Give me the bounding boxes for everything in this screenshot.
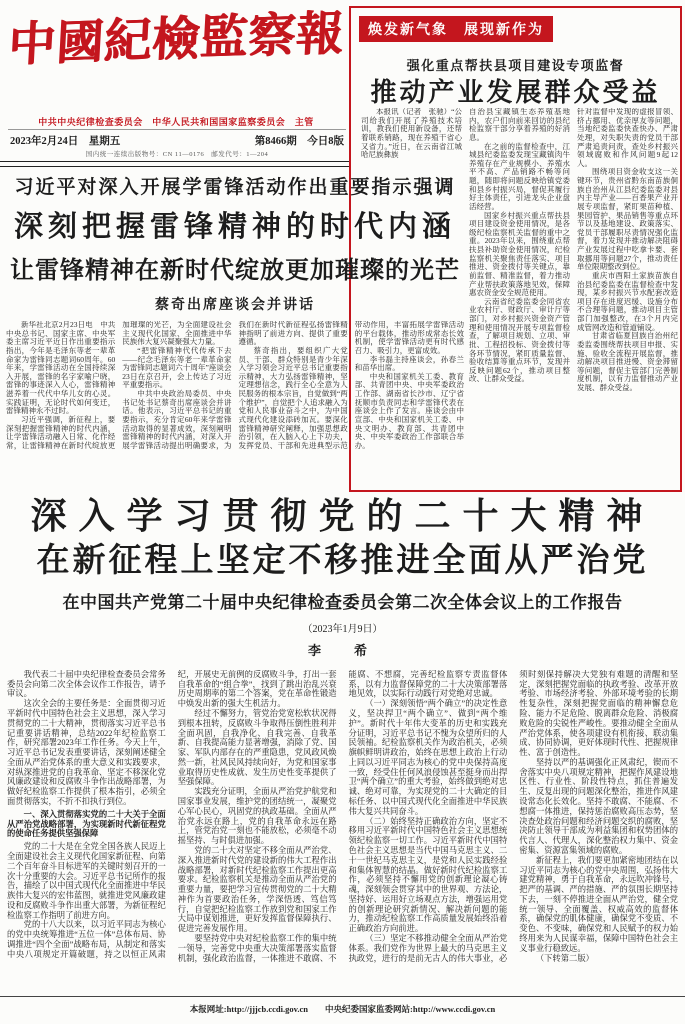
footer-urls: 本报网址:http://jjjcb.ccdi.gov.cn 中央纪委国家监委网站:http://www.ccdi.gov.cn	[189, 1004, 496, 1014]
date-row	[10, 133, 344, 148]
work-report-article	[0, 496, 685, 1000]
boxed-article-paragraph: 重庆市酉阳土家族苗族自治县纪委监委在监督检查中发现，某乡村振兴节水配套改造项目存在进度迟缓、设施分布不合理等问题，推动项目主管部门加强整改，在3个月内完成管网改造和管道铺设。	[577, 270, 678, 332]
header-rule	[8, 129, 346, 130]
report-subtitle: 在中国共产党第二十届中央纪律检查委员会第二次全体会议上的工作报告	[62, 592, 623, 612]
leifeng-headline-line1: 深刻把握雷锋精神的时代内涵	[13, 211, 456, 243]
report-paragraph: 经过不懈努力，管党治党宽松软状况得到根本扭转，反腐败斗争取得压倒性胜利并全面巩固，自我净化、自我完善、自我革新、自我提高能力显著增强，消除了党、国家、军队内部存在的严重隐患，党风政风焕然一新，社风民风持续向好，为党和国家事业取得历史性成就、发生历史性变革提供了坚强保障。	[177, 709, 337, 787]
leifeng-paragraph: 李书磊主持座谈会，孙春兰和苗华出席。	[354, 354, 464, 373]
report-date: （2023年1月9日）	[302, 623, 383, 635]
leifeng-paragraph: 中共中央政治局委员、中央书记处书记蔡奇出席座谈会并讲话。他表示，习近平总书记的重要指示，充分肯定60年来学雷锋活动取得的显著成效，深刻阐明雷锋精神的时代内涵，对深入开展学雷锋活动提出明确要求，为我们在新时代新征程弘扬雷锋精神指明了前进方向、提供了重要遵循。	[122, 321, 348, 450]
leifeng-paragraph: 蔡奇指出，要组织广大党员、干部、群众特别是青少年深入学习领会习近平总书记重要指示精神，大力弘扬雷锋精神，坚定理想信念，践行全心全意为人民服务的根本宗旨，自觉做到“两个维护”，自觉把个人追求融入为党和人民事业奋斗之中，为中国式现代化建设添砖加瓦。要深化雷锋精神研究阐释，加强思想政治引领，在入脑入心上下功夫，发挥党员、干部和先进典型示范带动作用，丰富拓展学雷锋活动的平台载体，推动形成常态长效机制，使学雷锋活动更有时代感召力、吸引力，更富成效。	[238, 321, 464, 450]
header-double-rule	[0, 161, 349, 167]
footer-rule	[0, 996, 685, 997]
report-paragraph: 党的二十大对坚定不移全面从严治党、深入推进新时代党的建设新的伟大工程作出战略部署，对新时代纪检监察工作提出更高要求。纪检监察机关是推动全面从严治党的重要力量，要把学习宣传贯彻党的二十大精神作为首要政治任务，学深悟透、笃信笃行，自觉把纪检监察工作放到党和国家工作大局中谋划推进，更好发挥监督保障执行、促进完善发展作用。	[177, 845, 337, 934]
boxed-article-paragraph: 甘肃省临夏回族自治州纪委监委围绕帮扶项目申报、实施、验收全流程开展监督，推动解决项目推进慢、资金滞留等问题，督促主管部门完善制度机制，以有力监督推动产业发展、群众受益。	[577, 331, 678, 392]
boxed-article-column-1	[361, 108, 462, 178]
boxed-article-paragraph: 在之前的监督检查中，江城县纪委监委发现宝藏镇肉牛养殖存在产业规模小、养殖水平不高、产品销路不畅等问题，随即将问题反映给镇党委和县乡村振兴局，督促其履行好主体责任，引进龙头企业盘活经营。	[469, 141, 570, 211]
boxed-article-banner: 焕发新气象 展现新作为	[359, 16, 553, 42]
boxed-article-paragraph: 国家乡村振兴重点帮扶县项目建设资金使用情况，是各级纪检监察机关监督的重中之重。2023年以来，围绕重点帮扶县补助资金使用情况，纪检监察机关聚焦责任落实、项目推进、资金拨付等关键点，靠前监督、精准监督，着力推动产业帮扶政策落地见效，保障惠农资金安全规范使用。	[469, 210, 570, 298]
boxed-article-column-2	[469, 108, 570, 480]
supervisor-line: 中共中央纪律检查委员会 中华人民共和国国家监察委员会 主管	[38, 117, 314, 127]
report-body	[7, 670, 678, 1000]
publication-date: 2023年2月24日 星期五	[10, 136, 121, 147]
report-paragraph: 我代表二十届中央纪律检查委员会常务委员会向第二次全体会议作工作报告，请予审议。	[7, 669, 166, 699]
boxed-article-paragraph: 针对监督中发现的虚报冒领、挤占挪用、优亲厚友等问题，当地纪委监委快查快办、严肃处理，对失职失责的党员干部严肃追责问责，查处乡村振兴领域腐败和作风问题9起12人。	[577, 108, 678, 168]
report-paragraph: 这次全会的主要任务是：全面贯彻习近平新时代中国特色社会主义思想，深入学习贯彻党的二十大精神，贯彻落实习近平总书记重要讲话精神，总结2022年纪检监察工作，研究部署2023年工作任务。今天上午，习近平总书记发表重要讲话，深刻阐述健全全面从严治党体系的重大意义和实践要求，对纵深推进党的自我革命、坚定不移深化党风廉政建设和反腐败斗争作出战略部署，为做好纪检监察工作提供了根本指引，必须全面贯彻落实，不折不扣执行到位。	[7, 699, 166, 807]
leifeng-kicker: 习近平对深入开展学雷锋活动作出重要指示强调	[14, 177, 456, 198]
report-paragraph: 坚持以严的基调强化正风肃纪，锲而不舍落实中央八项规定精神，把握作风建设地区性、行业性、阶段性特点，抓住普遍发生、反复出现的问题深化整治，推进作风建设常态化长效化。坚持不敢腐、不能腐、不想腐一体推进，保持惩治腐败高压态势，坚决查处政治问题和经济问题交织的腐败，坚决防止领导干部成为利益集团和权势团体的代言人、代理人，深化整治权力集中、资金密集、资源富集领域的腐败。	[519, 757, 678, 855]
report-paragraph: （三）坚定不移推动健全全面从严治党体系。我们党作为世界上最大的马克思主义执政党，进行的是前无古人的伟大事业，必须时刻保持解决大党独有难题的清醒和坚定，深刻把握党面临的执政考验、改革开放考验、市场经济考验、外部环境考验的长期性复杂性，深刻把握党面临的精神懈怠危险、能力不足危险、脱离群众危险、消极腐败危险的尖锐性严峻性。要推动健全全面从严治党体系，使各项建设有机衔接、联动集成、协同协调，更好体现时代性、把握规律性、富于创造性。	[348, 669, 678, 963]
boxed-article-paragraph: 围绕项目资金收支这一关键环节，贵州省黔东南苗族侗族自治州从江县纪委监委对县内主导产业——百香果产业开展专项监督，紧盯果苗种植、果园管护、果品销售等重点环节以及基地建设、政策落实、党员干部履职尽责情况强化监督，着力发现并推动解决阻碍产业发展过程中吃拿卡要、套取挪用等问题27个，推动责任单位限期整改到位。	[577, 167, 678, 272]
leifeng-article	[6, 172, 464, 495]
boxed-article-paragraph: 自治县宝藏镇生态养殖基地内，农户们向前来回访的县纪检监察干部分享着养殖的好消息。	[469, 108, 570, 142]
boxed-article-paragraph: 本报讯（记者 张驰）“公司给我们开展了养殖技术培训，教我们使用新设备，还帮着联系销路，现在养殖干省心又省力。”近日，在云南省江城哈尼族彝族	[361, 108, 462, 160]
report-headline-line1: 深入学习贯彻党的二十大精神	[30, 495, 655, 536]
report-continued-note: （下转第二版）	[535, 953, 594, 963]
boxed-article-paragraph: 云南省纪委监委会同省农业农村厅、财政厅、审计厅等部门，对乡村振兴资金资产管理和使用情况开展专项监督检查，了解项目规划、立项、审批、工程招投标、资金拨付等各环节情况，紧盯质量监督、验收结算等重点环节，发现并反映问题62个，推动项目整改、让群众受益。	[469, 296, 570, 384]
report-paragraph: 党的十八大以来，以习近平同志为核心的党中央统筹推进“五位一体”总体布局、协调推进“四个全面”战略布局，从制定和落实中央八项规定开篇破题，持之以恒正风肃纪，开展史无前例的反腐败斗争，打出一套自我革命的“组合拳”，找到了跳出治乱兴衰历史周期率的第二个答案，党在革命性锻造中焕发出新的强大生机活力。	[7, 669, 337, 959]
report-section-title: 一、深入贯彻落实党的二十大关于全面从严治党战略部署，为实现新时代新征程党的使命任务提供坚强保障	[7, 808, 166, 839]
report-paragraph: 新征程上，我们要更加紧密地团结在以习近平同志为核心的党中央周围，弘扬伟大建党精神，勇于自我革命，永远吹冲锋号，把严的基调、严的措施、严的氛围长期坚持下去，一刻不停推进全面从严治党，健全党统一领导、全面覆盖、权威高效的监督体系，确保党的肌体健康，确保党不变质、不变色、不变味，确保党和人民赋予的权力始终用来为人民谋幸福，保障中国特色社会主义事业行稳致远。	[519, 855, 678, 953]
report-headline-line2: 在新征程上坚定不移推进全面从严治党	[36, 540, 649, 578]
report-paragraph: （二）始终坚持正确政治方向，坚定不移用习近平新时代中国特色社会主义思想统领纪检监察一切工作。习近平新时代中国特色社会主义思想是当代中国马克思主义、二十一世纪马克思主义，是党和人民实践经验和集体智慧的结晶。做好新时代纪检监察工作，必须坚持不懈用党的创新理论凝心铸魂，深刻领会贯穿其中的世界观、方法论，坚持好、运用好立场观点方法，增强运用党的创新理论研究新情况、解决新问题的能力，推动纪检监察工作高质量发展始终沿着正确政治方向前进。	[348, 816, 508, 934]
report-paragraph: 实践充分证明，全面从严治党护航党和国家事业发展，维护党的团结统一，凝聚党心军心民心，巩固党的执政基础。全面从严治党永远在路上，党的自我革命永远在路上，管党治党一刻也不能放松，必须毫不动摇坚持、与时俱进加强。	[177, 787, 337, 846]
boxed-article-column-3	[577, 108, 678, 480]
report-paragraph: 党的二十大是在全党全国各族人民迈上全面建设社会主义现代化国家新征程、向第二个百年奋斗目标进军的关键时刻召开的一次十分重要的大会。习近平总书记所作的报告，描绘了以中国式现代化全面推进中华民族伟大复兴的宏伟蓝图，就推进党风廉政建设和反腐败斗争作出重大部署，为新征程纪检监察工作指明了前进方向。	[7, 842, 166, 920]
newspaper-title: 中國紀檢監察報	[6, 8, 346, 72]
report-paragraph: 要坚持党中央对纪检监察工作的集中统一领导，完善党中央重大决策部署落实监督机制，强化政治监督，一体推进不敢腐、不能腐、不想腐，完善纪检监察专责监督体系，以有力监督保障党的二十大决策部署落地见效，以实际行动践行对党绝对忠诚。	[177, 669, 508, 963]
leifeng-paragraph: 新华社北京2月23日电 中共中央总书记、国家主席、中央军委主席习近平近日作出重要指示指出，今年是毛泽东等老一辈革命家为雷锋同志题词60周年。60年来，学雷锋活动在全国持续深入开展，雷锋的名字家喻户晓，雷锋的事迹深入人心，雷锋精神滋养着一代代中华儿女的心灵。实践证明，无论时代如何变迁，雷锋精神永不过时。	[6, 321, 116, 416]
boxed-article-headline: 推动产业发展群众受益	[370, 78, 661, 107]
boxed-article-kicker: 强化重点帮扶县项目建设专项监督	[406, 58, 625, 73]
leifeng-headline-line2: 让雷锋精神在新时代绽放更加璀璨的光芒	[10, 257, 460, 284]
report-author: 李 希	[307, 642, 377, 658]
report-paragraph: （一）深刻领悟“两个确立”的决定性意义，坚决捍卫“两个确立”、做到“两个维护”。新时代十年伟大变革的历史和实践充分证明，习近平总书记不愧为众望所归的人民领袖。纪检监察机关作为政治机关，必须旗帜鲜明讲政治，始终在思想上政治上行动上同以习近平同志为核心的党中央保持高度一致，经受住任何风浪侵蚀甚至挺身而出捍卫“两个确立”的重大考验，始终做到绝对忠诚、绝对可靠，为实现党的二十大确定的目标任务、以中国式现代化全面推进中华民族伟大复兴共同奋斗。	[348, 699, 508, 816]
publication-info: 国内统一连续出版物号：CN 11—0176 邮发代号：1—204	[85, 151, 269, 158]
leifeng-paragraph: 习近平强调，新征程上，要深刻把握雷锋精神的时代内涵，让学雷锋活动融入日常、化作经常，让雷锋精神在新时代绽放更加璀璨的光芒，为全面建设社会主义现代化国家、全面推进中华民族伟大复兴凝聚强大力量。	[6, 321, 232, 450]
leifeng-paragraph: “把雷锋精神代代传承下去——纪念毛泽东等老一辈革命家为雷锋同志题词六十周年”座谈会23日在京召开，会上传达了习近平重要指示。	[122, 345, 232, 390]
leifeng-byline: 蔡奇出席座谈会并讲话	[155, 298, 315, 313]
leifeng-paragraph: 中央和国家机关工委、教育部、共青团中央、中央军委政治工作部、湖南省长沙市、辽宁省抚顺市负责同志和学雷锋代表在座谈会上作了发言。座谈会由中宣部、中央和国家机关工委、中央文明办、教育部、共青团中央、中央军委政治工作部联合举办。	[354, 371, 464, 450]
issue-number: 第8466期 今日8版	[254, 136, 344, 147]
leifeng-body	[6, 321, 464, 495]
